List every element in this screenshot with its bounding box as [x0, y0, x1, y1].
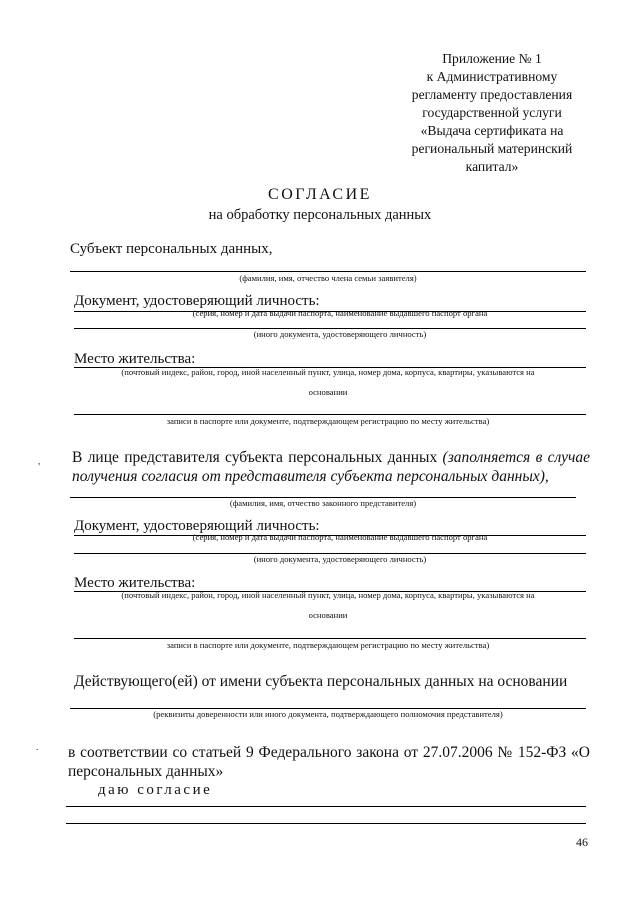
- subject-doc-caption: (серия, номер и дата выдачи паспорта, наименование выдавшего паспорт органа: [192, 308, 488, 318]
- appendix-line: «Выдача сертификата на: [420, 123, 564, 138]
- representative-doc-label: Документ, удостоверяющий личность:: [74, 518, 320, 534]
- subject-residence-caption-2: основании: [308, 387, 348, 397]
- representative-name-caption: (фамилия, имя, отчество законного представителя): [229, 498, 417, 508]
- appendix-line: Приложение № 1: [442, 51, 542, 66]
- consent-text: даю согласие: [98, 782, 213, 798]
- subject-residence-label: Место жительства:: [74, 351, 196, 367]
- representative-intro-plain: В лице представителя субъекта персональных данных: [72, 449, 443, 466]
- appendix-line: регламенту предоставления: [411, 87, 573, 102]
- subject-doc-label: Документ, удостоверяющий личность:: [74, 293, 320, 309]
- margin-mark: ,: [38, 456, 41, 466]
- subject-label: Субъект персональных данных,: [70, 241, 273, 257]
- subject-name-caption: (фамилия, имя, отчество члена семьи заявителя): [239, 273, 417, 283]
- consent-line-2: [66, 823, 586, 824]
- representative-residence-caption-3: записи в паспорте или документе, подтверждающем регистрацию по месту жительства): [166, 640, 490, 650]
- representative-doc-caption: (серия, номер и дата выдачи паспорта, наименование выдавшего паспорт органа: [192, 532, 488, 542]
- acting-label: Действующего(ей) от имени субъекта персональных данных на основании: [74, 673, 568, 690]
- margin-mark: .: [36, 742, 39, 752]
- subject-residence-line-2: [74, 414, 586, 415]
- consent-line-1: [66, 806, 586, 807]
- appendix-header: [392, 50, 592, 176]
- appendix-line: к Административному: [426, 69, 558, 84]
- appendix-line: государственной услуги: [422, 105, 562, 120]
- representative-residence-line-2: [74, 638, 586, 639]
- law-reference: в соответствии со статьей 9 Федерального закона от 27.07.2006 № 152-ФЗ «О персональных данных»: [68, 744, 590, 780]
- representative-residence-caption-2: основании: [308, 610, 348, 620]
- representative-intro: [72, 448, 590, 486]
- representative-other-doc-caption: (иного документа, удостоверяющего личность): [253, 554, 427, 564]
- subject-name-line: [70, 271, 586, 272]
- representative-residence-caption: (почтовый индекс, район, город, иной населенный пункт, улица, номер дома, корпуса, квартиры, указываются на: [121, 590, 535, 600]
- subject-residence-caption: (почтовый индекс, район, город, иной населенный пункт, улица, номер дома, корпуса, квартиры, указываются на: [121, 367, 535, 377]
- subject-residence-caption-3: записи в паспорте или документе, подтверждающем регистрацию по месту жительства): [166, 416, 490, 426]
- representative-intro-italic: (заполняется в случае получения согласия от представителя субъекта персональных данных),: [72, 449, 590, 485]
- appendix-line: региональный материнский: [411, 141, 573, 156]
- document-title: СОГЛАСИЕ: [268, 186, 372, 203]
- representative-residence-label: Место жительства:: [74, 575, 196, 591]
- page-number: 46: [576, 835, 588, 849]
- document-subtitle: на обработку персональных данных: [208, 207, 432, 223]
- appendix-line: капитал»: [465, 159, 519, 174]
- subject-other-doc-caption: (иного документа, удостоверяющего личность): [253, 329, 427, 339]
- acting-caption: (реквизиты доверенности или иного документа, подтверждающего полномочия представителя): [153, 709, 503, 719]
